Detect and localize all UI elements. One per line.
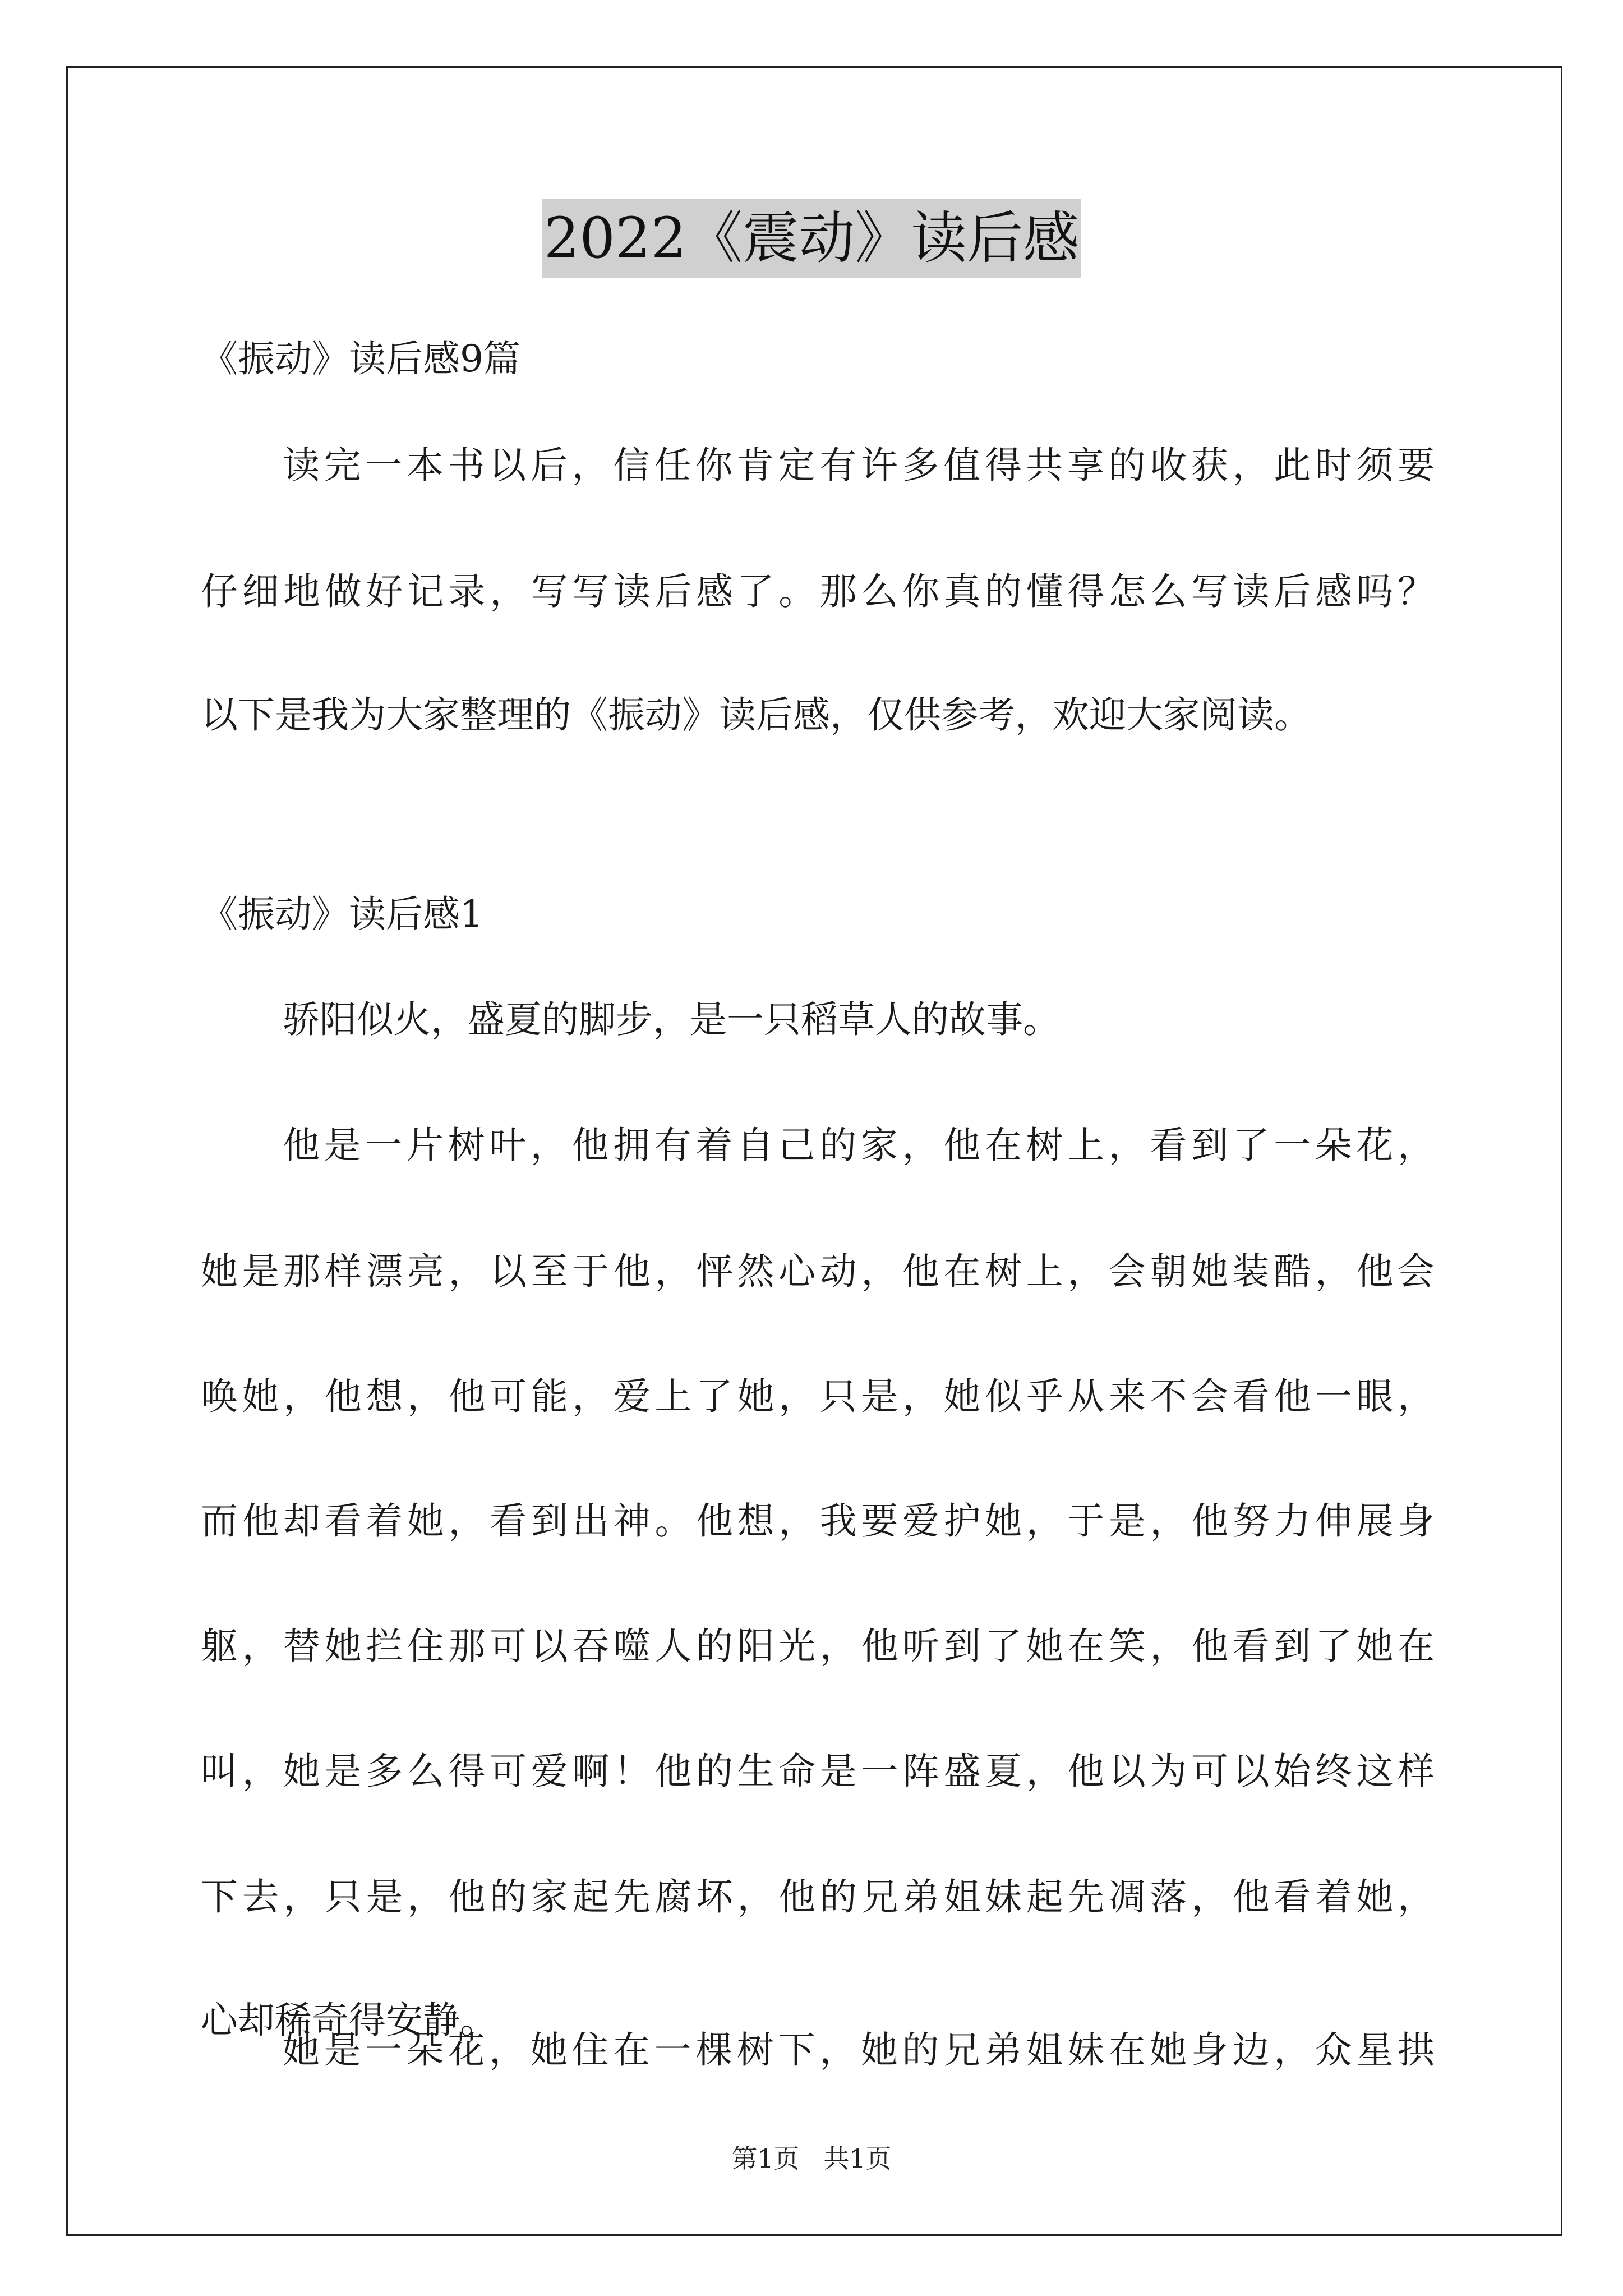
paragraph-line: 她是一朵花，她住在一棵树下，她的兄弟姐妹在她身边，众星拱	[283, 2028, 1435, 2072]
paragraph-line: 叫，她是多么得可爱啊！他的生命是一阵盛夏，他以为可以始终这样	[201, 1750, 1435, 1793]
paragraph-line: 心却稀奇得安静。	[201, 1999, 497, 2042]
intro-line: 读完一本书以后，信任你肯定有许多值得共享的收获，此时须要	[283, 444, 1435, 487]
page-number: 第1页	[731, 2143, 800, 2174]
intro-line: 仔细地做好记录，写写读后感了。那么你真的懂得怎么写读后感吗？	[201, 570, 1435, 613]
document-subtitle: 《振动》读后感9篇	[201, 337, 520, 380]
paragraph-line: 他是一片树叶，他拥有着自己的家，他在树上，看到了一朵花，	[283, 1124, 1435, 1167]
page-footer	[0, 2142, 1623, 2175]
title-container	[0, 199, 1623, 278]
paragraph-line: 唤她，他想，他可能，爱上了她，只是，她似乎从来不会看他一眼，	[201, 1375, 1435, 1418]
paragraph-line: 下去，只是，他的家起先腐坏，他的兄弟姐妹起先凋落，他看着她，	[201, 1875, 1435, 1918]
document-title: 2022《震动》读后感	[542, 199, 1082, 278]
section-paragraph-1: 骄阳似火，盛夏的脚步，是一只稻草人的故事。	[283, 998, 1060, 1041]
paragraph-line: 而他却看着她，看到出神。他想，我要爱护她，于是，他努力伸展身	[201, 1499, 1435, 1543]
page-total: 共1页	[823, 2143, 892, 2174]
paragraph-line: 她是那样漂亮，以至于他，怦然心动，他在树上，会朝她装酷，他会	[201, 1250, 1435, 1293]
paragraph-line: 躯，替她拦住那可以吞噬人的阳光，他听到了她在笑，他看到了她在	[201, 1625, 1435, 1668]
intro-line: 以下是我为大家整理的《振动》读后感，仅供参考，欢迎大家阅读。	[201, 693, 1311, 737]
section-heading: 《振动》读后感1	[201, 892, 483, 936]
